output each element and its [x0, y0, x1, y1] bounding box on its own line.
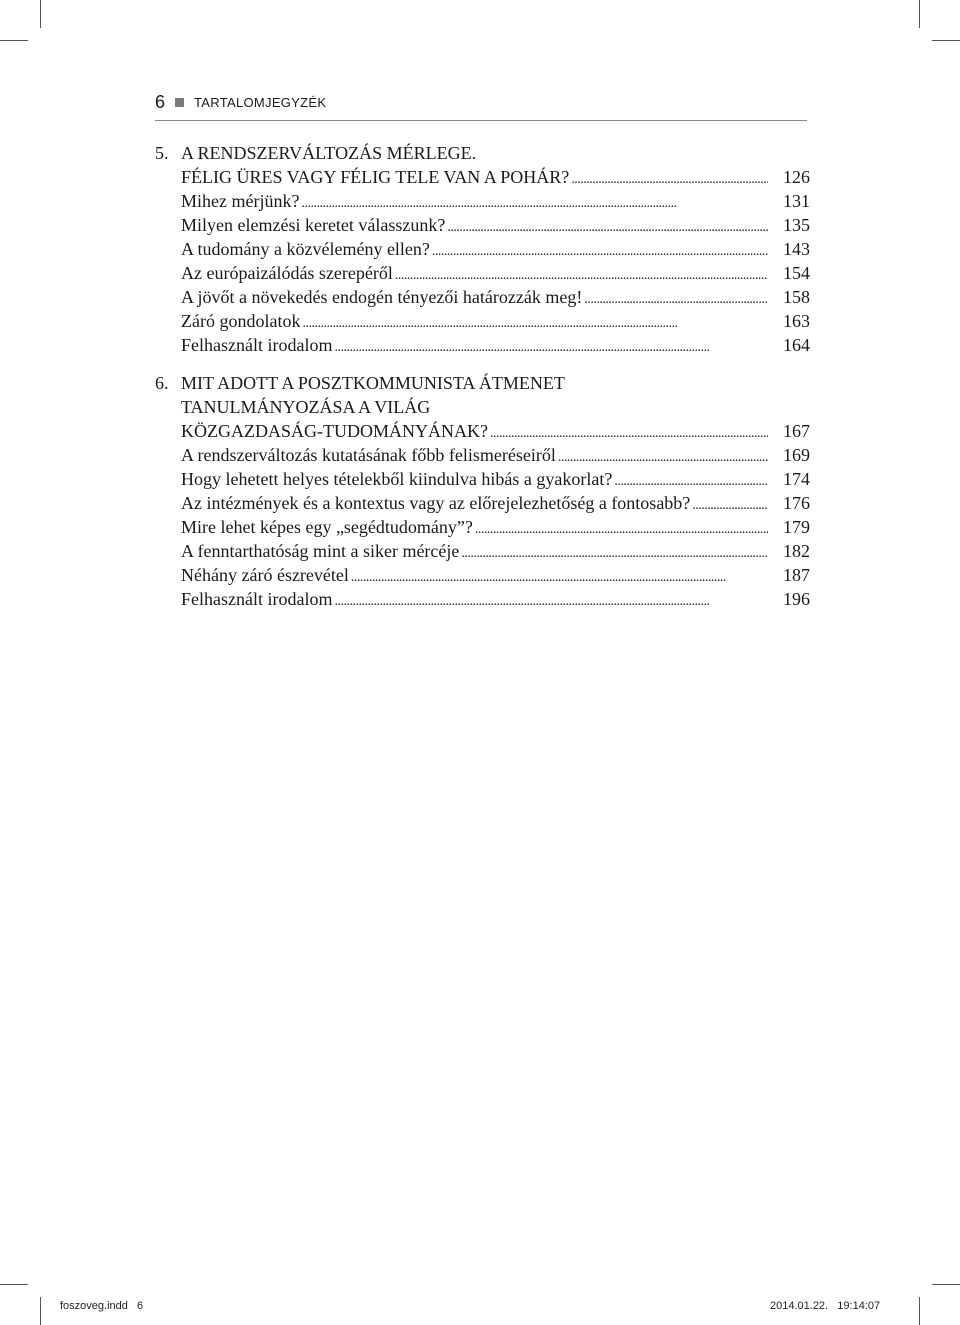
- chapter-title-line: [155, 165, 810, 189]
- dot-leader: [475, 518, 768, 542]
- entry-title: Az európaizálódás szerepéről: [181, 263, 393, 283]
- chapter-number: 5.: [155, 143, 169, 163]
- toc-entry: [155, 333, 810, 357]
- page-ref: 126: [783, 167, 810, 187]
- toc-entry: [155, 563, 810, 587]
- table-of-contents: [155, 141, 810, 625]
- toc-entry: [155, 539, 810, 563]
- page-number: 6: [155, 92, 166, 112]
- crop-mark: [0, 1284, 28, 1285]
- dot-leader: [584, 288, 768, 312]
- crop-mark: [919, 1297, 920, 1325]
- page-ref: 163: [783, 311, 810, 331]
- dot-leader: [351, 566, 768, 590]
- page-ref: 164: [783, 335, 810, 355]
- entry-title: A tudomány a közvélemény ellen?: [181, 239, 430, 259]
- entry-title: Felhasznált irodalom: [181, 589, 333, 609]
- dot-leader: [692, 494, 768, 518]
- toc-entry: [155, 237, 810, 261]
- page-ref: 179: [783, 517, 810, 537]
- page-ref: 131: [783, 191, 810, 211]
- chapter-title-line: [155, 141, 810, 165]
- toc-entry: [155, 467, 810, 491]
- entry-title: Az intézmények és a kontextus vagy az előrejelezhetőség a fontosabb?: [181, 493, 691, 513]
- chapter-number: 6.: [155, 373, 169, 393]
- page-ref: 176: [783, 493, 810, 513]
- slug-timestamp: 2014.01.22. 19:14:07: [770, 1300, 881, 1312]
- toc-entry: [155, 491, 810, 515]
- chapter-title: TANULMÁNYOZÁSA A VILÁG: [181, 397, 431, 417]
- toc-entry: [155, 309, 810, 333]
- chapter-title-line: [155, 371, 810, 395]
- running-title: TARTALOMJEGYZÉK: [194, 95, 327, 110]
- page-ref: 187: [783, 565, 810, 585]
- square-bullet-icon: [175, 98, 184, 107]
- dot-leader: [461, 542, 768, 566]
- header-rule: [155, 120, 807, 121]
- toc-entry: [155, 213, 810, 237]
- entry-title: Mihez mérjünk?: [181, 191, 300, 211]
- dot-leader: [302, 312, 768, 336]
- entry-title: Hogy lehetett helyes tételekből kiindulva hibás a gyakorlat?: [181, 469, 613, 489]
- toc-entry: [155, 515, 810, 539]
- page-ref: 135: [783, 215, 810, 235]
- crop-mark: [932, 1284, 960, 1285]
- crop-mark: [0, 40, 28, 41]
- chapter-title: A RENDSZERVÁLTOZÁS MÉRLEGE.: [181, 143, 477, 163]
- chapter-5: [155, 141, 810, 357]
- dot-leader: [432, 240, 768, 264]
- page-ref: 143: [783, 239, 810, 259]
- crop-mark: [932, 40, 960, 41]
- chapter-title: FÉLIG ÜRES VAGY FÉLIG TELE VAN A POHÁR?: [181, 167, 570, 187]
- entry-title: Mire lehet képes egy „segédtudomány”?: [181, 517, 473, 537]
- entry-title: A fenntarthatóság mint a siker mércéje: [181, 541, 460, 561]
- toc-entry: [155, 587, 810, 611]
- entry-title: Felhasznált irodalom: [181, 335, 333, 355]
- page-ref: 196: [783, 589, 810, 609]
- entry-title: A jövőt a növekedés endogén tényezői határozzák meg!: [181, 287, 583, 307]
- chapter-title-line: [155, 395, 810, 419]
- toc-entry: [155, 261, 810, 285]
- slug-filename: foszoveg.indd 6: [60, 1300, 144, 1312]
- entry-title: Néhány záró észrevétel: [181, 565, 349, 585]
- page-ref: 158: [783, 287, 810, 307]
- dot-leader: [334, 590, 768, 614]
- toc-entry: [155, 189, 810, 213]
- page-ref: 167: [783, 421, 810, 441]
- page-ref: 169: [783, 445, 810, 465]
- toc-entry: [155, 285, 810, 309]
- page-ref: 174: [783, 469, 810, 489]
- chapter-title: KÖZGAZDASÁG-TUDOMÁNYÁNAK?: [181, 421, 488, 441]
- entry-title: Milyen elemzési keretet válasszunk?: [181, 215, 446, 235]
- crop-mark: [40, 0, 41, 28]
- dot-leader: [571, 168, 768, 192]
- entry-title: Záró gondolatok: [181, 311, 301, 331]
- crop-mark: [40, 1297, 41, 1325]
- dot-leader: [447, 216, 768, 240]
- page-ref: 182: [783, 541, 810, 561]
- dot-leader: [334, 336, 768, 360]
- entry-title: A rendszerváltozás kutatásának főbb felismeréseiről: [181, 445, 556, 465]
- running-head: [155, 92, 326, 113]
- chapter-title-line: [155, 419, 810, 443]
- page-ref: 154: [783, 263, 810, 283]
- chapter-title: MIT ADOTT A POSZTKOMMUNISTA ÁTMENET: [181, 373, 565, 393]
- crop-mark: [919, 0, 920, 28]
- chapter-6: [155, 371, 810, 611]
- toc-entry: [155, 443, 810, 467]
